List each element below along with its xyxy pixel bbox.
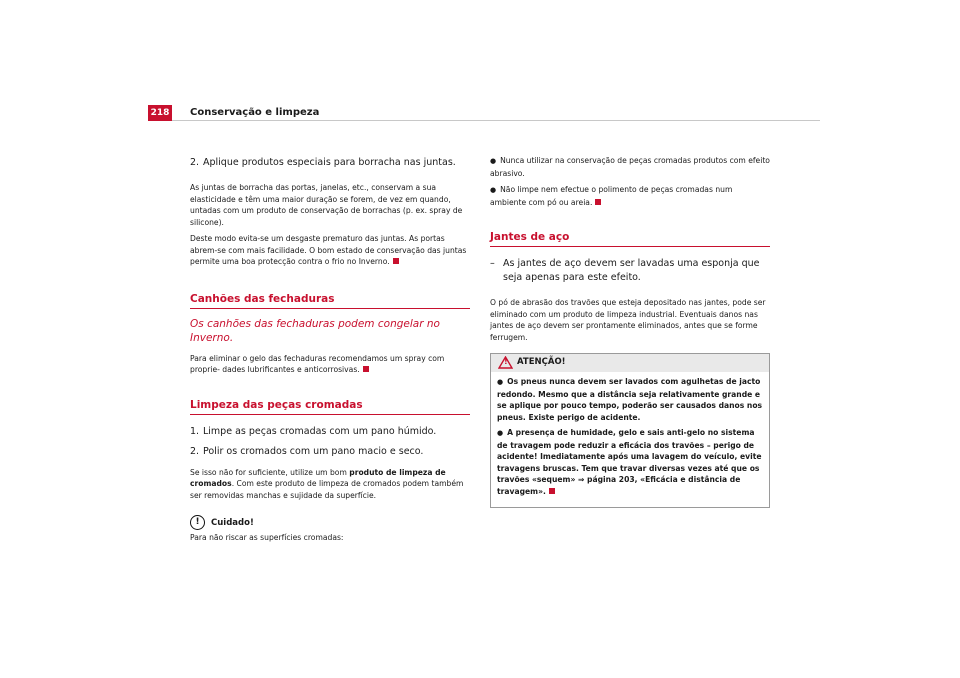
section-heading: Limpeza das peças cromadas [190, 398, 470, 415]
section-heading: Canhões das fechaduras [190, 292, 470, 309]
caution-heading: ! Cuidado! [190, 515, 470, 530]
end-mark-icon [363, 366, 369, 372]
step-item: 2. Aplique produtos especiais para borracha nas juntas. [190, 157, 456, 168]
paragraph: As juntas de borracha das portas, janelas, etc., conservam a sua elasticidade e têm uma maior duração se forem, de vez em quando, untadas com um produto de conservação de borrachas (p. ex. spray de silicone). [190, 183, 463, 227]
section-heading: Jantes de aço [490, 230, 770, 247]
warning-item: ● A presença de humidade, gelo e sais anti-gelo no sistema de travagem pode reduzir a eficácia dos travões – perigo de acidente! Imediatamente após uma lavagem do veículo, evite travagens bruscas. Tem que travar diversas vezes até que os travões «sequem» ⇒ página 203, «Eficácia e distância de travagem». [497, 428, 762, 496]
warning-header: ! ATENÇÃO! [491, 354, 769, 372]
running-title: Conservação e limpeza [190, 107, 320, 118]
bullet-item: ● Nunca utilizar na conservação de peças cromadas produtos com efeito abrasivo. [490, 156, 770, 178]
paragraph: Deste modo evita-se um desgaste prematuro das juntas. As portas abrem-se com mais facilidade. O bom estado de conservação das juntas permite uma boa protecção contra o frio no Inverno. [190, 234, 467, 266]
paragraph: Se isso não for suficiente, utilize um bom produto de limpeza de cromados. Com este produto de limpeza de cromados podem também ser removidas manchas e sujidade da superfície. [190, 467, 464, 500]
bullet-item: ● Não limpe nem efectue o polimento de peças cromadas num ambiente com pó ou areia. [490, 185, 733, 207]
end-mark-icon [393, 258, 399, 264]
warning-body [491, 372, 769, 507]
right-column [490, 155, 770, 508]
bullet-icon: ● [490, 186, 497, 194]
step-item: 1. Limpe as peças cromadas com um pano húmido. [190, 425, 437, 437]
page-number: 218 [148, 105, 172, 121]
end-mark-icon [595, 199, 601, 205]
paragraph: Para eliminar o gelo das fechaduras recomendamos um spray com proprie- dades lubrificantes e anticorrosivas. [190, 353, 445, 374]
caution-icon: ! [190, 515, 205, 530]
header-rule [172, 120, 820, 121]
left-column [190, 156, 470, 549]
paragraph: O pó de abrasão dos travões que esteja depositado nas jantes, pode ser eliminado com um produto de limpeza industrial. Eventuais danos nas jantes de aço devem ser prontamente eliminados, antes que se forme ferrugem. [490, 298, 766, 342]
bullet-icon: ● [490, 157, 497, 165]
dash-item: – As jantes de aço devem ser lavadas uma esponja que seja apenas para este efeito. [490, 258, 760, 283]
warning-item: ● Os pneus nunca devem ser lavados com agulhetas de jacto redondo. Mesmo que a distância seja relativamente grande e se aplique por pouco tempo, poderão ser causados danos nos pneus. Existe perigo de acidente. [497, 377, 763, 422]
warning-title: ATENÇÃO! [517, 357, 566, 367]
warning-box [490, 353, 770, 508]
section-subtitle: Os canhões das fechaduras podem congelar no Inverno. [190, 317, 440, 344]
caution-text: Para não riscar as superfícies cromadas: [190, 533, 344, 542]
step-item: 2. Polir os cromados com um pano macio e seco. [190, 445, 424, 457]
end-mark-icon [549, 488, 555, 494]
